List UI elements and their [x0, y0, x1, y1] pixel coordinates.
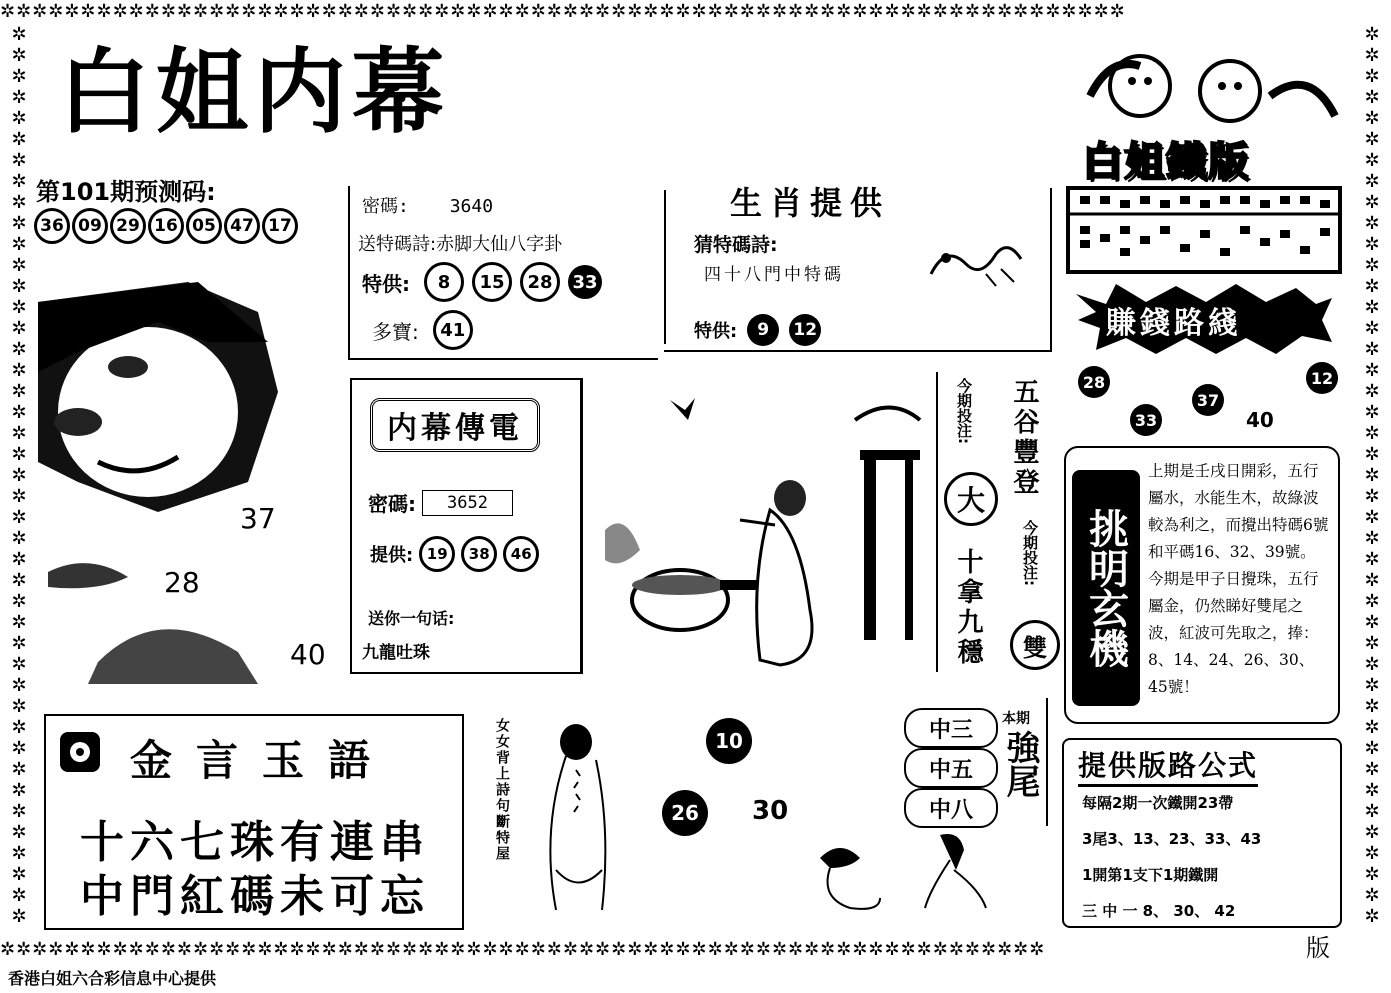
ornament-border-top: ✲✲✲✲✲✲✲✲✲✲✲✲✲✲✲✲✲✲✲✲✲✲✲✲✲✲✲✲✲✲✲✲✲✲✲✲✲✲✲✲✲✲✲✲✲✲✲✲✲✲✲✲✲✲✲✲✲✲✲✲✲✲✲✲✲✲✲✲✲✲ — [0, 1, 1126, 22]
divider — [664, 350, 1052, 352]
portrait-number: 40 — [290, 638, 326, 671]
prediction-number: 16 — [148, 208, 184, 244]
bet-label-1: 今期投注: — [955, 378, 973, 444]
insider-password-row — [368, 488, 513, 517]
prediction-numbers — [34, 208, 298, 244]
golden-words-title: 金言玉語 — [130, 736, 395, 785]
special-number: 15 — [472, 262, 512, 302]
route-number: 28 — [1078, 366, 1110, 398]
zodiac-poem-label: 猜特碼詩: — [694, 234, 778, 256]
back-poem-number: 26 — [662, 790, 708, 836]
bonus-label: 多寶: — [372, 319, 419, 344]
strong-tail-item: 中三 — [904, 708, 998, 748]
lady-offering-illustration — [600, 380, 930, 670]
strong-tail-label: 本期 — [1002, 711, 1030, 727]
special-numbers — [362, 262, 602, 302]
portrait-number: 37 — [240, 502, 276, 535]
golden-words-line-2: 中門紅碼未可忘 — [80, 871, 430, 922]
code-panel-password — [362, 192, 493, 218]
portrait-number: 28 — [164, 566, 200, 599]
insider-supply-row — [370, 536, 539, 572]
bonus-number: 41 — [433, 310, 473, 350]
golden-words-line-1: 十六七珠有連串 — [80, 817, 430, 868]
insider-title: 内幕傳電 — [370, 398, 540, 452]
insider-supply-label: 提供: — [370, 545, 414, 566]
prediction-number: 17 — [262, 208, 298, 244]
zodiac-special-number: 12 — [789, 314, 821, 346]
insider-supply-number: 46 — [503, 536, 539, 572]
zodiac-title: 生肖提供 — [730, 184, 891, 222]
woman-portrait-image — [38, 282, 338, 684]
prediction-number: 29 — [110, 208, 146, 244]
ornament-border-right: ✲ ✲ ✲ ✲ ✲ ✲ ✲ ✲ ✲ ✲ ✲ ✲ ✲ ✲ ✲ ✲ ✲ ✲ ✲ ✲ ✲ ✲ ✲ ✲ ✲ ✲ ✲ ✲ ✲ ✲ ✲ ✲ ✲ ✲ ✲ ✲ ✲ ✲ ✲ ✲ ✲ ✲ ✲ — [1364, 24, 1380, 927]
back-poem-text: 女女背上詩句斷特屋 — [494, 718, 510, 862]
back-poem-number: 10 — [706, 718, 752, 764]
special-poem-label: 送特碼詩:赤脚大仙八字卦 — [358, 234, 563, 255]
strong-tail-title: 強尾 — [1000, 730, 1040, 798]
zodiac-poem: 四十八門中特碼 — [704, 265, 844, 285]
special-number: 28 — [520, 262, 560, 302]
ornament-border-left: ✲ ✲ ✲ ✲ ✲ ✲ ✲ ✲ ✲ ✲ ✲ ✲ ✲ ✲ ✲ ✲ ✲ ✲ ✲ ✲ ✲ ✲ ✲ ✲ ✲ ✲ ✲ ✲ ✲ ✲ ✲ ✲ ✲ ✲ ✲ ✲ ✲ ✲ ✲ ✲ ✲ ✲ ✲ — [11, 24, 27, 927]
route-number: 12 — [1306, 362, 1338, 394]
iron-edition-title: 白姐鐵版 — [1082, 138, 1250, 185]
double-badge: 雙 — [1010, 620, 1060, 670]
divider — [936, 372, 938, 672]
insider-supply-number: 19 — [419, 536, 455, 572]
flower-emblem-icon — [58, 730, 102, 774]
bet-phrase-1: 五谷豐登 — [1009, 378, 1039, 498]
bonus-row — [372, 310, 473, 350]
special-number: 33 — [568, 265, 602, 299]
zodiac-special-number: 9 — [747, 314, 779, 346]
route-number: 33 — [1130, 404, 1162, 436]
zodiac-special-row — [694, 314, 821, 346]
analysis-text: 上期是壬戌日開彩，五行屬水，水能生木，故綠波較為利之，而攪出特碼6號和平碼16、32、39號。今期是甲子日攪珠，五行屬金，仍然睇好雙尾之波，紅波可先取之，捧：8、14、24、26、30、45號！ — [1148, 462, 1329, 696]
formula-row: 三 中 一 8、 30、 42 — [1082, 902, 1236, 920]
divider — [348, 358, 658, 360]
insider-supply-number: 38 — [461, 536, 497, 572]
portrait-illustration — [38, 282, 338, 684]
divider — [348, 186, 350, 360]
password-label: 密碼: — [362, 196, 409, 217]
prediction-number: 09 — [72, 208, 108, 244]
route-title: 賺錢路綫 — [1106, 306, 1242, 341]
footer-credit: 香港白姐六合彩信息中心提供 — [8, 969, 217, 988]
divider — [664, 190, 666, 344]
route-number: 37 — [1192, 384, 1224, 416]
edition-mark: 版 — [1306, 934, 1330, 962]
route-number: 40 — [1246, 408, 1274, 432]
masthead-title: 白姐内幕 — [58, 38, 451, 146]
formula-row: 每隔2期一次鐵開23帶 — [1082, 794, 1234, 812]
zodiac-special-label: 特供: — [694, 321, 738, 342]
prediction-number: 05 — [186, 208, 222, 244]
strong-tail-item: 中五 — [904, 748, 998, 788]
seated-woman-icon — [920, 830, 992, 912]
insider-password-label: 密碼: — [368, 492, 416, 516]
abacus-icon — [1066, 186, 1342, 274]
strong-tail-item: 中八 — [904, 788, 998, 828]
back-poem-number: 30 — [752, 796, 789, 826]
dragon-icon — [926, 234, 1026, 290]
formula-row: 1開第1支下1期鐵開 — [1082, 866, 1219, 884]
ornament-border-bottom: ✲✲✲✲✲✲✲✲✲✲✲✲✲✲✲✲✲✲✲✲✲✲✲✲✲✲✲✲✲✲✲✲✲✲✲✲✲✲✲✲✲✲✲✲✲✲✲✲✲✲✲✲✲✲✲✲✲✲✲✲✲✲✲✲✲ — [0, 939, 1046, 960]
insider-password-value: 3652 — [422, 490, 513, 516]
analysis-tag: 挑明玄機 — [1072, 470, 1140, 706]
saying-text: 九龍吐珠 — [362, 643, 430, 663]
bet-label-2: 今期投注: — [1021, 520, 1039, 586]
prediction-label: 第101期预测码: — [36, 178, 216, 206]
formula-title: 提供版路公式 — [1078, 744, 1258, 787]
password-value: 3640 — [449, 196, 494, 217]
saying-label: 送你一句话: — [368, 609, 455, 628]
prediction-number: 47 — [224, 208, 260, 244]
woman-back-illustration — [536, 720, 620, 916]
prediction-number: 36 — [34, 208, 70, 244]
divider — [1050, 188, 1052, 352]
special-number: 8 — [424, 262, 464, 302]
bet-phrase-2: 十拿九穩 — [953, 548, 983, 668]
big-badge: 大 — [944, 472, 998, 526]
special-label: 特供: — [362, 271, 410, 296]
woman-figure-icon — [810, 838, 886, 916]
formula-row: 3尾3、13、23、33、43 — [1082, 830, 1262, 848]
